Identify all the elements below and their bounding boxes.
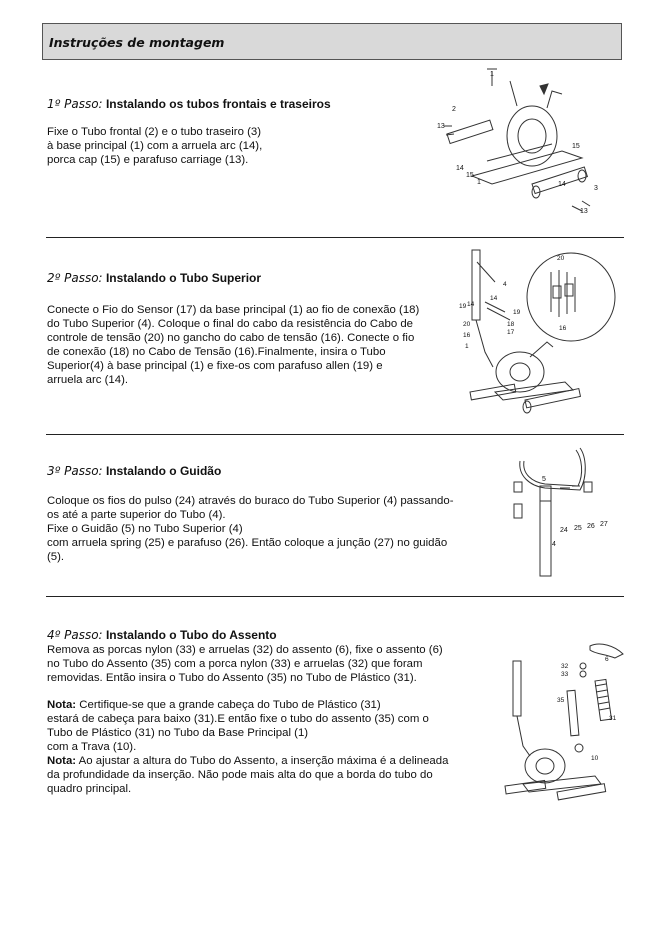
step-4-text — [47, 643, 443, 685]
step-4-number: 4º Passo: — [47, 628, 103, 642]
figure-label: 1 — [465, 343, 469, 350]
figure-label: 6 — [605, 656, 609, 663]
figure-label: 5 — [542, 476, 546, 483]
step-3-line: (5). — [47, 551, 65, 563]
figure-label: 1 — [477, 179, 481, 186]
figure-label: 4 — [503, 281, 507, 288]
page-header — [42, 23, 622, 60]
figure-label: 10 — [591, 755, 599, 762]
note-line: com a Trava (10). — [47, 741, 137, 753]
figure-label: 27 — [600, 521, 608, 528]
step-2-heading: Instalando o Tubo Superior — [105, 271, 262, 285]
figure-label: 19 — [513, 309, 521, 316]
step-4-figure — [495, 636, 625, 806]
step-3-number: 3º Passo: — [47, 464, 103, 478]
figure-label: 17 — [507, 329, 515, 336]
page-title: Instruções de montagem — [49, 35, 225, 50]
step-1-figure — [432, 66, 614, 218]
figure-label: 20 — [557, 255, 565, 262]
step-4-note-2 — [47, 754, 448, 796]
step-4-line: removidas. Então insira o Tubo do Assento (35) no Tubo de Plástico (31). — [47, 672, 417, 684]
figure-label: 16 — [463, 332, 471, 339]
figure-label: 15 — [572, 143, 580, 150]
divider — [46, 434, 624, 435]
step-2-line: de conexão (18) no Cabo de Tensão (16).Finalmente, insira o Tubo — [47, 346, 386, 358]
note-line: quadro principal. — [47, 783, 132, 795]
figure-label: 4 — [552, 541, 556, 548]
step-1-title — [47, 97, 331, 111]
step-2-number: 2º Passo: — [47, 271, 103, 285]
step-3-title — [47, 464, 221, 478]
figure-label: 14 — [490, 295, 498, 302]
step-1-number: 1º Passo: — [47, 97, 103, 111]
figure-label: 14 — [467, 301, 475, 308]
figure-label: 32 — [561, 663, 569, 670]
step-2-figure — [455, 242, 623, 414]
step-2-line: controle de tensão (20) no gancho do cabo de tensão (16). Conecte o fio — [47, 332, 415, 344]
note-label: Nota: — [47, 699, 77, 711]
note-line: estará de cabeça para baixo (31).E então fixe o tubo do assento (35) com o — [47, 713, 429, 725]
figure-label: 14 — [558, 181, 566, 188]
divider — [46, 596, 624, 597]
note-line: Certifique-se que a grande cabeça do Tubo de Plástico (31) — [76, 699, 381, 711]
figure-label: 13 — [437, 123, 445, 130]
step-2-line: do Tubo Superior (4). Coloque o final do cabo da resistência do Cabo de — [47, 318, 414, 330]
note-line: da profundidade da inserção. Não pode mais alta do que a borda do tubo do — [47, 769, 433, 781]
figure-label: 14 — [456, 165, 464, 172]
step-3-line: com arruela spring (25) e parafuso (26). Então coloque a junção (27) no guidão — [47, 537, 448, 549]
note-line: Ao ajustar a altura do Tubo do Assento, a inserção máxima é a delineada — [76, 755, 449, 767]
figure-label: 2 — [452, 106, 456, 113]
step-2-text — [47, 303, 419, 387]
step-3-line: os até a parte superior do Tubo (4). — [47, 509, 226, 521]
note-label: Nota: — [47, 755, 77, 767]
divider — [46, 237, 624, 238]
figure-label: 31 — [609, 715, 617, 722]
step-3-heading: Instalando o Guidão — [105, 464, 222, 478]
step-4-title — [47, 628, 277, 642]
step-2-line: arruela arc (14). — [47, 374, 129, 386]
figure-label: 18 — [507, 321, 515, 328]
figure-label: 19 — [459, 303, 467, 310]
step-2-title — [47, 271, 261, 285]
figure-label: 33 — [561, 671, 569, 678]
figure-label: 3 — [594, 185, 598, 192]
step-3-figure — [500, 446, 618, 581]
figure-label: 20 — [463, 321, 471, 328]
step-4-line: Remova as porcas nylon (33) e arruelas (32) do assento (6), fixe o assento (6) — [47, 644, 443, 656]
figure-label: 1 — [490, 71, 494, 78]
figure-label: 26 — [587, 523, 595, 530]
step-2-line: Conecte o Fio do Sensor (17) da base principal (1) ao fio de conexão (18) — [47, 304, 420, 316]
step-1-text — [47, 125, 262, 167]
step-4-note-1 — [47, 698, 429, 754]
step-4-heading: Instalando o Tubo do Assento — [105, 628, 277, 642]
step-3-line: Coloque os fios do pulso (24) através do buraco do Tubo Superior (4) passando- — [47, 495, 454, 507]
note-line: Tubo de Plástico (31) no Tubo da Base Principal (1) — [47, 727, 309, 739]
step-1-heading: Instalando os tubos frontais e traseiros — [105, 97, 331, 111]
step-1-line: à base principal (1) com a arruela arc (14), — [47, 140, 263, 152]
figure-label: 24 — [560, 527, 568, 534]
figure-label: 35 — [557, 697, 565, 704]
figure-label: 25 — [574, 525, 582, 532]
figure-label: 16 — [559, 325, 567, 332]
step-2-line: Superior(4) à base principal (1) e fixe-os com parafuso allen (19) e — [47, 360, 383, 372]
step-1-line: porca cap (15) e parafuso carriage (13). — [47, 154, 249, 166]
figure-label: 15 — [466, 172, 474, 179]
step-1-line: Fixe o Tubo frontal (2) e o tubo traseiro (3) — [47, 126, 261, 138]
step-3-text — [47, 494, 454, 564]
step-4-line: no Tubo do Assento (35) com a porca nylon (33) e arruelas (32) que foram — [47, 658, 423, 670]
figure-label: 13 — [580, 208, 588, 215]
step-3-line: Fixe o Guidão (5) no Tubo Superior (4) — [47, 523, 243, 535]
